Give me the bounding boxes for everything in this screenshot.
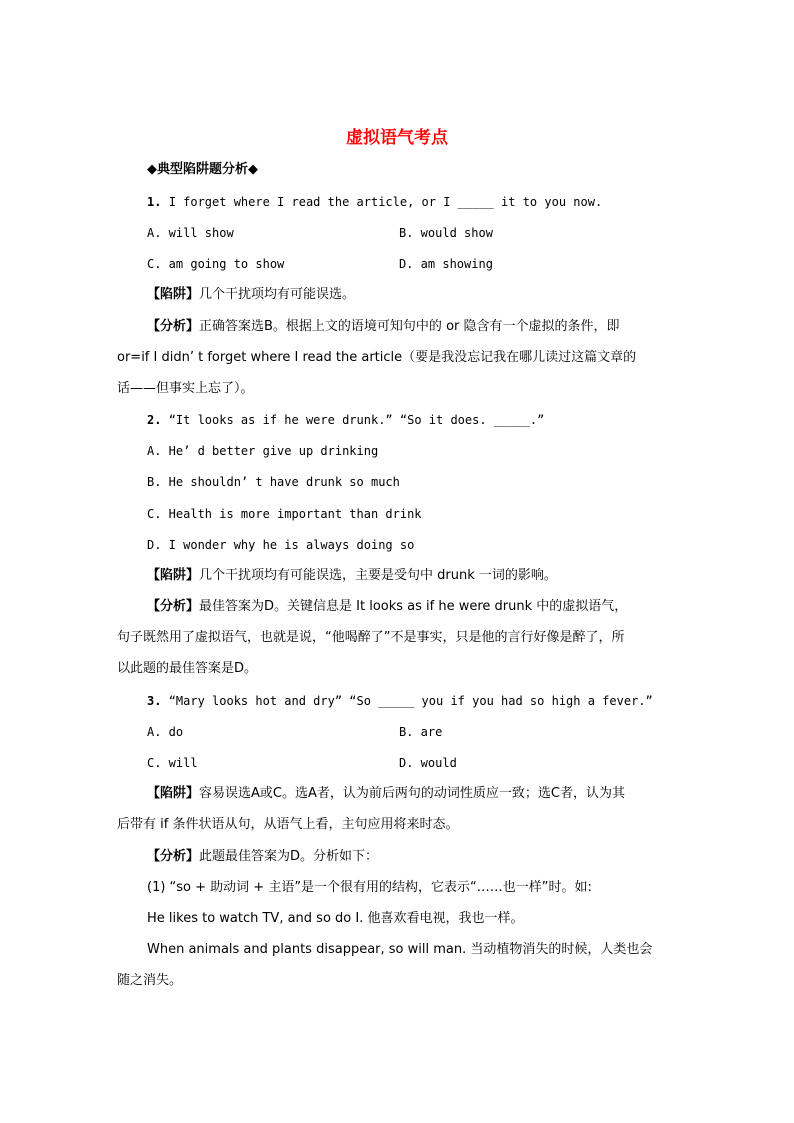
analysis-tag: 【分析】 bbox=[147, 319, 200, 334]
question-1 bbox=[147, 193, 602, 211]
analysis-text: 正确答案选B。根据上文的语境可知句中的 or 隐含有一个虚拟的条件，即 bbox=[199, 319, 620, 334]
analysis-text-cont: 以此题的最佳答案是D。 bbox=[117, 661, 258, 676]
analysis-text: 此题最佳答案为D。分析如下： bbox=[199, 849, 379, 864]
analysis-note bbox=[147, 318, 620, 336]
trap-note bbox=[147, 567, 557, 585]
option-a: A. will show bbox=[147, 226, 234, 240]
analysis-point: (1) “so + 助动词 + 主语”是一个很有用的结构，它表示“……也一样”时。如: bbox=[147, 880, 592, 895]
question-stem: “It looks as if he were drunk.” “So it does. _____.” bbox=[168, 413, 545, 427]
option-d: D. would bbox=[399, 756, 457, 770]
trap-tag: 【陷阱】 bbox=[147, 786, 200, 801]
option-c: C. Health is more important than drink bbox=[147, 507, 422, 521]
example-sentence-cont: 随之消失。 bbox=[117, 973, 183, 988]
example-sentence: When animals and plants disappear, so will man. 当动植物消失的时候，人类也会 bbox=[147, 942, 653, 957]
analysis-text-cont: 句子既然用了虚拟语气，也就是说，“他喝醉了”不是事实，只是他的言行好像是醉了，所 bbox=[117, 630, 625, 645]
analysis-text-cont: or=if I didn’ t forget where I read the article（要是我没忘记我在哪儿读过这篇文章的 bbox=[117, 350, 637, 365]
question-stem: I forget where I read the article, or I _____ it to you now. bbox=[168, 195, 603, 209]
example-sentence: He likes to watch TV, and so do I. 他喜欢看电视，我也一样。 bbox=[147, 911, 524, 926]
trap-text-cont: 后带有 if 条件状语从句，从语气上看，主句应用将来时态。 bbox=[117, 817, 459, 832]
trap-tag: 【陷阱】 bbox=[147, 568, 200, 583]
option-d: D. am showing bbox=[399, 257, 493, 271]
trap-note bbox=[147, 286, 355, 304]
analysis-note bbox=[147, 598, 627, 616]
option-a: A. do bbox=[147, 725, 184, 739]
analysis-text: 最佳答案为D。关键信息是 It looks as if he were drunk 中的虚拟语气， bbox=[199, 599, 628, 614]
trap-text: 容易误选A或C。选A者，认为前后两句的动词性质应一致；选C者，认为其 bbox=[199, 786, 625, 801]
analysis-tag: 【分析】 bbox=[147, 599, 200, 614]
question-number: 3. bbox=[147, 694, 162, 708]
option-b: B. are bbox=[399, 725, 443, 739]
section-heading: ◆典型陷阱题分析◆ bbox=[147, 162, 258, 177]
question-number: 2. bbox=[147, 413, 162, 427]
question-2 bbox=[147, 411, 544, 429]
option-a: A. He’ d better give up drinking bbox=[147, 444, 379, 458]
analysis-note bbox=[147, 848, 378, 866]
option-c: C. will bbox=[147, 756, 198, 770]
trap-note bbox=[147, 785, 625, 803]
page-title: 虚拟语气考点 bbox=[346, 128, 448, 148]
question-3 bbox=[147, 692, 653, 710]
question-stem: “Mary looks hot and dry” “So _____ you if you had so high a fever.” bbox=[168, 694, 653, 708]
trap-tag: 【陷阱】 bbox=[147, 287, 200, 302]
option-d: D. I wonder why he is always doing so bbox=[147, 538, 415, 552]
option-c: C. am going to show bbox=[147, 257, 285, 271]
analysis-tag: 【分析】 bbox=[147, 849, 200, 864]
trap-text: 几个干扰项均有可能误选，主要是受句中 drunk 一词的影响。 bbox=[199, 568, 557, 583]
option-b: B. would show bbox=[399, 226, 493, 240]
analysis-text-cont: 话——但事实上忘了）。 bbox=[117, 381, 254, 396]
option-b: B. He shouldn’ t have drunk so much bbox=[147, 475, 400, 489]
question-number: 1. bbox=[147, 195, 162, 209]
trap-text: 几个干扰项均有可能误选。 bbox=[199, 287, 356, 302]
